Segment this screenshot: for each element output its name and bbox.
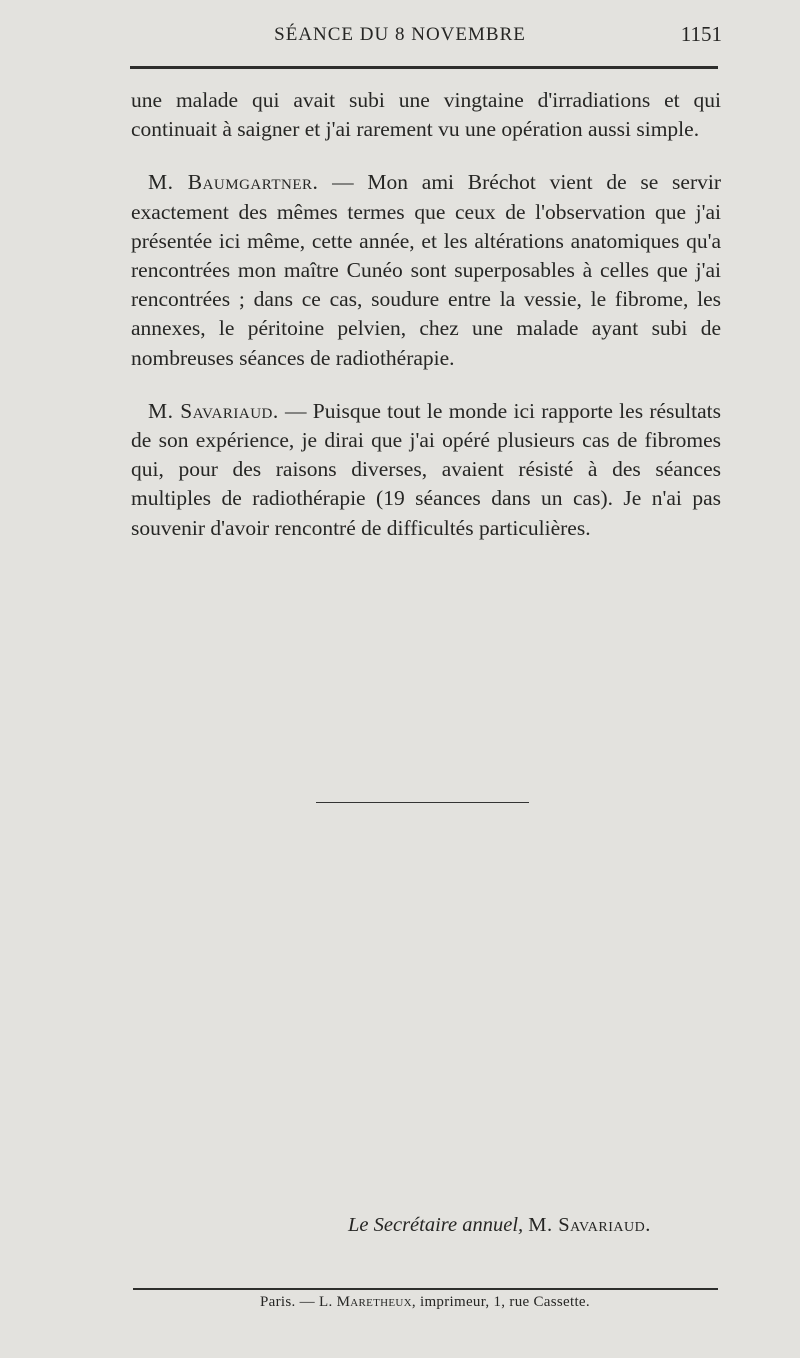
speaker-name: M. Baumgartner. <box>148 170 319 195</box>
paragraph-text: — Puisque tout le monde ici rapporte les résultats de son expérience, je dirai que j'ai opéré plusieurs cas de fibromes qui, pour des raisons diverses, avaient résisté à des séances multiples de radiothérapie (19 séances dans un cas). Je n'ai pas souvenir d'avoir rencontré de difficultés particulières. <box>131 398 721 540</box>
footer-rule <box>133 1288 718 1290</box>
signature-role: Le Secrétaire annuel, <box>348 1214 524 1236</box>
header-rule <box>130 66 718 69</box>
page-number: 1151 <box>680 22 722 46</box>
signature <box>348 1214 651 1237</box>
paragraph-baumgartner <box>131 168 721 372</box>
paragraph-text: — Mon ami Bréchot vient de se servir exactement des mêmes termes que ceux de l'observation que j'ai présentée ici même, cette année, et les altérations anatomiques qu'a rencontrées mon maître Cunéo sont superposables à celles que j'ai rencontrées ; dans ce cas, soudure entre la vessie, le fibrome, les annexes, le péritoine pelvien, chez une malade ayant subi de nombreuses séances de radiothérapie. <box>131 170 721 370</box>
imprint-printer: Maretheux, <box>336 1294 416 1310</box>
paragraph-savariaud <box>131 397 721 543</box>
speaker-name: M. Savariaud. <box>148 398 279 423</box>
imprint-address: imprimeur, 1, rue Cassette. <box>419 1294 590 1310</box>
printer-imprint <box>0 1294 800 1311</box>
paragraph-continuation <box>131 86 721 144</box>
imprint-city: Paris. — L. <box>260 1294 333 1310</box>
paragraph-text: une malade qui avait subi une vingtaine d'irradiations et qui continuait à saigner et j'ai rarement vu une opération aussi simple. <box>131 88 721 142</box>
header-title: SÉANCE DU 8 NOVEMBRE <box>274 24 526 45</box>
body-text <box>131 86 721 543</box>
signature-name: M. Savariaud. <box>528 1214 651 1236</box>
section-end-rule <box>316 802 529 803</box>
